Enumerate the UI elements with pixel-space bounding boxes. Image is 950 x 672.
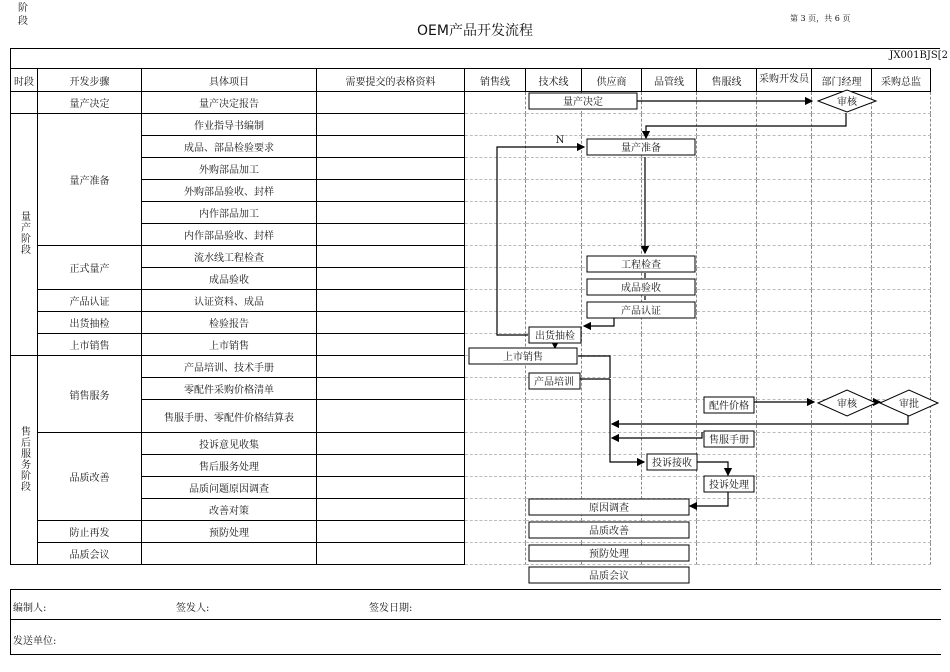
col-header: 具体项目 — [142, 69, 317, 92]
node-quality-meeting: 品质会议 — [589, 571, 629, 582]
label-n: N — [555, 135, 565, 146]
node-service-manual: 售服手册 — [709, 435, 749, 446]
step-cell: 出货抽检 — [38, 312, 142, 334]
footer-recipients: 发送单位: — [13, 636, 57, 647]
step-cell: 防止再发 — [38, 521, 142, 543]
item-cell: 内作部品加工 — [142, 202, 317, 224]
step-cell: 量产决定 — [38, 92, 142, 114]
node-quality-improve: 品质改善 — [589, 526, 629, 537]
col-header: 采购总监 — [872, 69, 931, 92]
col-header: 需要提交的表格资料 — [317, 69, 465, 92]
step-cell: 量产准备 — [38, 114, 142, 246]
node-review-2: 审核 — [837, 399, 857, 410]
node-product-accept: 成品验收 — [621, 283, 661, 294]
document-title: OEM产品开发流程 — [417, 23, 533, 39]
footer-sign-row — [10, 589, 941, 620]
node-complaint-handle: 投诉处理 — [709, 480, 749, 491]
doc-number: JX001BJS[2 — [889, 50, 948, 61]
footer-prepared-by: 编制人: — [13, 603, 47, 614]
page-info: 第 3 页，共 6 页 — [790, 14, 851, 23]
node-mass-decision: 量产决定 — [563, 97, 603, 108]
item-cell: 投诉意见收集 — [142, 433, 317, 455]
item-cell: 流水线工程检查 — [142, 246, 317, 268]
node-mass-prep: 量产准备 — [621, 143, 661, 154]
stage-cell: 量产阶段 — [11, 114, 38, 356]
col-header: 售服线 — [697, 69, 757, 92]
item-cell: 售后服务处理 — [142, 455, 317, 477]
node-ship-inspect: 出货抽检 — [535, 331, 575, 342]
footer-issued-by: 签发人: — [176, 603, 210, 614]
item-cell: 检验报告 — [142, 312, 317, 334]
col-header: 部门经理 — [812, 69, 872, 92]
col-header: 时段 — [11, 69, 38, 92]
item-cell: 外购部品验收、封样 — [142, 180, 317, 202]
col-header: 品管线 — [642, 69, 697, 92]
node-complaint-receive: 投诉接收 — [652, 458, 692, 469]
item-cell: 认证资料、成品 — [142, 290, 317, 312]
col-header: 销售线 — [465, 69, 526, 92]
node-product-cert: 产品认证 — [621, 306, 661, 317]
item-cell: 预防处理 — [142, 521, 317, 543]
item-cell: 上市销售 — [142, 334, 317, 356]
item-cell: 外购部品加工 — [142, 158, 317, 180]
footer-issue-date: 签发日期: — [369, 603, 413, 614]
item-cell: 品质问题原因调查 — [142, 477, 317, 499]
item-cell: 产品培训、技术手册 — [142, 356, 317, 378]
col-header: 采购开发员 — [757, 69, 812, 92]
node-prevention: 预防处理 — [589, 549, 629, 560]
node-parts-price: 配件价格 — [709, 401, 749, 412]
item-cell: 改善对策 — [142, 499, 317, 521]
step-cell: 产品认证 — [38, 290, 142, 312]
node-review-1: 审核 — [837, 97, 857, 108]
col-header: 技术线 — [526, 69, 582, 92]
col-header: 开发步骤 — [38, 69, 142, 92]
node-line-check: 工程检查 — [621, 260, 661, 271]
node-market-sale: 上市销售 — [503, 352, 543, 363]
item-cell: 成品、部品检验要求 — [142, 136, 317, 158]
item-cell: 成品验收 — [142, 268, 317, 290]
node-cause-survey: 原因调查 — [589, 503, 629, 514]
col-header: 供应商 — [582, 69, 642, 92]
step-cell: 品质改善 — [38, 433, 142, 521]
node-training: 产品培训 — [534, 377, 574, 388]
item-cell: 量产决定报告 — [142, 92, 317, 114]
step-cell: 销售服务 — [38, 356, 142, 433]
stage-cell: 售后服务阶段 — [11, 356, 38, 565]
footer-recipients-row — [10, 619, 941, 655]
step-cell: 品质会议 — [38, 543, 142, 565]
item-cell: 售服手册、零配件价格结算表 — [142, 400, 317, 433]
node-approve: 审批 — [899, 399, 919, 410]
step-cell: 上市销售 — [38, 334, 142, 356]
item-cell: 作业指导书编制 — [142, 114, 317, 136]
item-cell: 零配件采购价格清单 — [142, 378, 317, 400]
step-cell: 正式量产 — [38, 246, 142, 290]
stage-corner-label: 阶段 — [18, 3, 28, 27]
item-cell: 内作部品验收、封样 — [142, 224, 317, 246]
